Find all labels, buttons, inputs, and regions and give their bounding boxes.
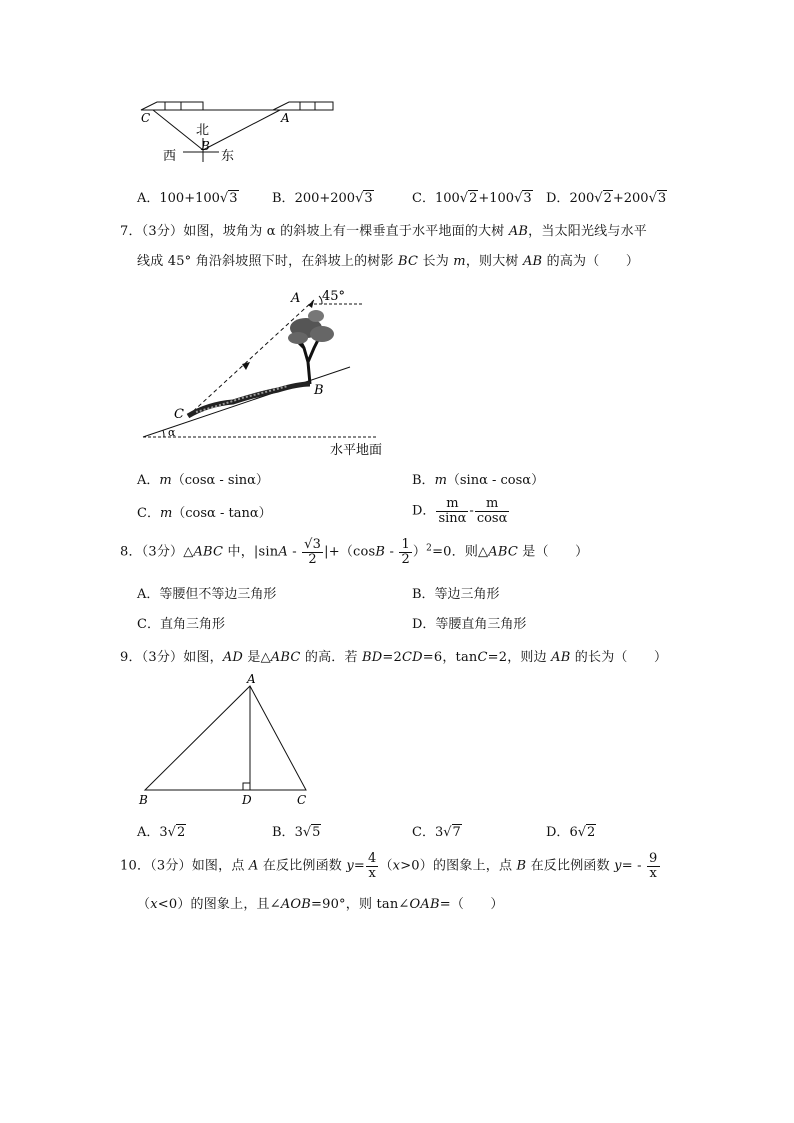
label-B: B	[314, 383, 324, 398]
q10-stem-line1: 10．（3分）如图，点 A 在反比例函数 y= $\frac{4}{x}$ （x>0）的图象上，点 B 在反比例函数 y= - $\frac{9}{x}$	[120, 851, 658, 881]
q7-option-c[interactable]	[137, 502, 272, 521]
arrow-head-icon	[308, 300, 314, 308]
q9-option-a[interactable]: A．3√2	[137, 825, 186, 840]
option-term: m	[159, 506, 173, 521]
label-west: 西	[163, 149, 177, 164]
option-term: 100+100	[159, 191, 220, 206]
q8-option-b[interactable]: B．等边三角形	[412, 587, 500, 602]
option-letter: D．	[546, 191, 570, 206]
triangle-abc	[145, 686, 306, 790]
option-letter: C．	[412, 191, 435, 206]
option-letter: C．	[412, 825, 435, 840]
q9-option-b[interactable]: B．3√5	[272, 825, 321, 840]
tree-shadow	[188, 384, 310, 416]
q6-option-a[interactable]: A．100+100√3	[137, 191, 238, 206]
q9-option-c[interactable]: C．3√7	[412, 825, 461, 840]
option-letter: C．	[137, 506, 160, 521]
option-letter: D．	[412, 503, 436, 519]
radicand: 3	[364, 191, 373, 206]
bridge-right	[273, 102, 333, 110]
radicand: 3	[229, 191, 238, 206]
bridge-left	[141, 102, 203, 110]
radicand: 2	[603, 191, 612, 206]
q7-option-b[interactable]	[412, 469, 544, 488]
radicand: 7	[452, 825, 461, 840]
q9-option-d[interactable]: D．6√2	[546, 825, 596, 840]
label-A: A	[281, 111, 290, 125]
q6-figure	[135, 92, 375, 172]
fraction: $\frac{m}{\cos\alpha}$	[476, 496, 508, 526]
label-C: C	[141, 111, 151, 125]
q10-stem-line2: （x<0）的图象上，且∠AOB=90°，则 tan∠OAB=（ ）	[137, 897, 504, 912]
option-term: 100	[434, 191, 460, 206]
option-term: m	[434, 473, 447, 488]
q8-option-c[interactable]: C．直角三角形	[137, 617, 225, 632]
option-term: 6	[569, 825, 578, 840]
segment-ab	[203, 110, 280, 150]
q6-option-c[interactable]: C．100√2+100√3	[412, 191, 532, 206]
label-D: D	[242, 793, 252, 807]
q7-option-a[interactable]	[137, 469, 269, 488]
option-term: +200	[612, 191, 649, 206]
q8-option-a[interactable]: A．等腰但不等边三角形	[137, 587, 277, 602]
label-angle: 45°	[322, 289, 346, 304]
angle-arc-alpha	[163, 430, 164, 437]
tree-icon	[288, 310, 334, 384]
option-term: 3	[159, 825, 168, 840]
radicand: 3	[657, 191, 667, 206]
label-north: 北	[196, 123, 210, 138]
q9-figure	[135, 670, 325, 810]
radicand: 2	[469, 191, 478, 206]
q6-option-b[interactable]: B．200+200√3	[272, 191, 373, 206]
option-letter: B．	[272, 825, 295, 840]
label-alpha: α	[168, 426, 176, 439]
option-term: +100	[478, 191, 515, 206]
option-letter: B．	[272, 191, 295, 206]
label-C: C	[174, 407, 184, 422]
option-letter: D．	[546, 825, 570, 840]
q7-stem-line1: 7．（3分）如图，坡角为 α 的斜坡上有一棵垂直于水平地面的大树 AB，当太阳光线与水平	[120, 224, 647, 239]
option-term: （cosα - sinα）	[171, 473, 269, 488]
radicand: 2	[176, 825, 186, 840]
label-B: B	[201, 139, 210, 153]
option-term: （cosα - tanα）	[172, 506, 272, 521]
label-ground: 水平地面	[330, 443, 383, 458]
fraction: $\frac{m}{\sin\alpha}$	[438, 496, 467, 526]
radicand: 3	[523, 191, 532, 206]
label-B: B	[139, 793, 148, 807]
option-letter: B．	[412, 473, 435, 488]
label-A: A	[247, 672, 256, 686]
radicand: 2	[587, 825, 596, 840]
option-term: 3	[434, 825, 444, 840]
label-east: 东	[221, 149, 235, 164]
q7-option-d[interactable]: D． $\frac{m}{\sin\alpha}$ - $\frac{m}{\cos\alpha}$	[412, 496, 508, 526]
option-term: 3	[294, 825, 303, 840]
radicand: 5	[312, 825, 321, 840]
q6-option-d[interactable]: D．200√2+200√3	[546, 191, 667, 206]
option-term: 200	[569, 191, 595, 206]
q9-stem: 9．（3分）如图，AD 是△ABC 的高．若 BD=2CD=6，tanC=2，则边 AB 的长为（ ）	[120, 650, 668, 665]
q8-stem: 8．（3分）△ABC 中，|sinA - $\frac{√3}{2}$ |+（cosB - $\frac{1}{2}$ ）$^2$=0．则△ABC 是（ ）	[120, 537, 589, 567]
label-A: A	[291, 291, 301, 306]
option-term: （sinα - cosα）	[446, 473, 545, 488]
right-angle-mark	[243, 783, 250, 790]
q8-option-d[interactable]: D．等腰直角三角形	[412, 617, 527, 632]
option-term: m	[159, 473, 172, 488]
option-letter: A．	[137, 473, 160, 488]
q7-figure	[138, 280, 398, 460]
arrow-head-icon	[242, 362, 250, 370]
option-letter: A．	[137, 825, 160, 840]
label-C: C	[297, 793, 307, 807]
q7-stem-line2: 线成 45° 角沿斜坡照下时，在斜坡上的树影 BC 长为 m，则大树 AB 的高为（ ）	[137, 254, 640, 269]
option-term: 200+200	[294, 191, 356, 206]
option-letter: A．	[137, 191, 160, 206]
